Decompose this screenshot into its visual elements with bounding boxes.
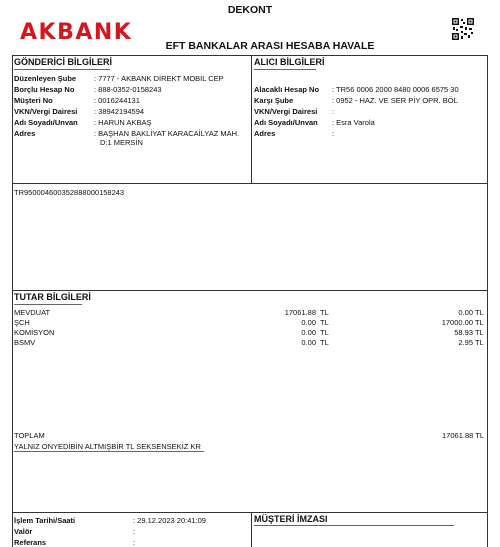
transaction-reference-code: TR950004600352888000158243 bbox=[14, 188, 125, 197]
receiver-tax-value: : bbox=[332, 107, 335, 116]
receiver-address-value: : bbox=[332, 129, 335, 138]
document-subtitle: EFT BANKALAR ARASI HESABA HAVALE bbox=[165, 40, 375, 52]
amount-value-2: 0.00 bbox=[458, 308, 473, 317]
amount-currency: TL bbox=[320, 338, 329, 347]
document-type: DEKONT bbox=[227, 4, 273, 16]
total-label: TOPLAM bbox=[14, 431, 45, 440]
transaction-date-label: İşlem Tarihi/Saati bbox=[14, 516, 76, 525]
amount-row-label: ŞCH bbox=[14, 318, 30, 327]
receiver-address-label: Adres bbox=[254, 129, 276, 138]
amount-currency: TL bbox=[320, 308, 329, 317]
receiver-branch-label: Karşı Şube bbox=[254, 96, 294, 105]
sender-account-label: Borçlu Hesap No bbox=[14, 85, 75, 94]
signature-section-title: MÜŞTERİ İMZASI bbox=[254, 514, 328, 524]
qr-code-icon bbox=[452, 18, 474, 40]
reference-value: : bbox=[133, 538, 136, 547]
value-date-label: Valör bbox=[14, 527, 33, 536]
amount-row-label: BSMV bbox=[14, 338, 36, 347]
amount-currency: TL bbox=[320, 318, 329, 327]
amount-currency-2: TL bbox=[475, 308, 484, 317]
amount-row-label: KOMİSYON bbox=[14, 328, 55, 337]
amount-currency: TL bbox=[320, 328, 329, 337]
sender-name-value: : HARUN AKBAŞ bbox=[94, 118, 152, 127]
sender-name-label: Adı Soyadı/Unvan bbox=[14, 118, 78, 127]
amount-value-2: 17000.00 bbox=[441, 318, 473, 327]
sender-tax-value: : 38942194594 bbox=[94, 107, 145, 116]
amount-currency-2: TL bbox=[475, 318, 484, 327]
akbank-logo: AKBANK bbox=[20, 20, 133, 45]
sender-account-value: : 888-0352-0158243 bbox=[94, 85, 162, 94]
amount-value: 0.00 bbox=[301, 318, 316, 327]
amount-value-2: 2.95 bbox=[458, 338, 473, 347]
receiver-account-label: Alacaklı Hesap No bbox=[254, 85, 320, 94]
sender-customer-no-label: Müşteri No bbox=[14, 96, 53, 105]
receiver-name-label: Adı Soyadı/Unvan bbox=[254, 118, 318, 127]
sender-customer-no-value: : 0016244131 bbox=[94, 96, 140, 105]
sender-branch-label: Düzenleyen Şube bbox=[14, 74, 77, 83]
sender-branch-value: : 7777 - AKBANK DİREKT MOBİL CEP bbox=[94, 74, 224, 83]
total-value: 17061.88 TL bbox=[442, 431, 484, 440]
receiver-section-title: ALICI BİLGİLERİ bbox=[254, 57, 325, 67]
value-date-value: : bbox=[133, 527, 136, 536]
sender-section-title: GÖNDERİCİ BİLGİLERİ bbox=[14, 57, 113, 67]
sender-address-line2: D:1 MERSİN bbox=[100, 138, 143, 147]
reference-label: Referans bbox=[14, 538, 47, 547]
total-in-words: YALNIZ ONYEDİBİN ALTMIŞBİR TL SEKSENSEKİZ KR bbox=[14, 442, 201, 451]
amount-value: 0.00 bbox=[301, 338, 316, 347]
receiver-account-value: : TR56 0006 2000 8480 0006 6575 30 bbox=[332, 85, 459, 94]
receiver-name-value: : Esra Varola bbox=[332, 118, 375, 127]
amounts-section-title: TUTAR BİLGİLERİ bbox=[14, 292, 91, 302]
receiver-tax-label: VKN/Vergi Dairesi bbox=[254, 107, 318, 116]
amount-value: 17061.88 bbox=[284, 308, 316, 317]
amount-value-2: 58.93 bbox=[454, 328, 473, 337]
amount-currency-2: TL bbox=[475, 338, 484, 347]
sender-address-label: Adres bbox=[14, 129, 36, 138]
amount-row-label: MEVDUAT bbox=[14, 308, 51, 317]
sender-tax-label: VKN/Vergi Dairesi bbox=[14, 107, 78, 116]
receiver-branch-value: : 0952 - HAZ. VE SER PİY OPR. BÖL bbox=[332, 96, 458, 105]
amount-value: 0.00 bbox=[301, 328, 316, 337]
sender-address-value: : BAŞHAN BAKLİYAT KARACAİLYAZ MAH. bbox=[94, 129, 240, 138]
amount-currency-2: TL bbox=[475, 328, 484, 337]
transaction-date-value: : 29.12.2023 20:41:09 bbox=[133, 516, 206, 525]
